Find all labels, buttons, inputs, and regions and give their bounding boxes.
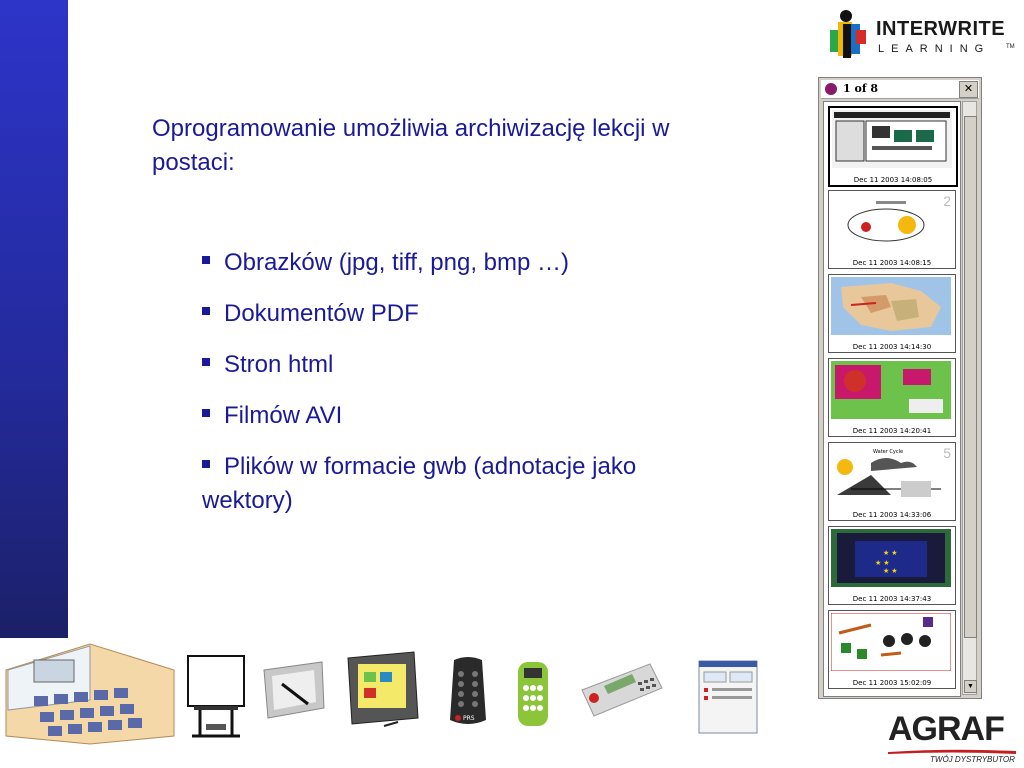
logo-trademark: TM (1006, 44, 1015, 50)
app-logo-icon (825, 83, 837, 95)
scroll-down-arrow-icon[interactable]: ▼ (964, 680, 977, 693)
square-bullet-icon (202, 256, 210, 264)
agraf-wordmark: AGRAF (888, 710, 1004, 748)
green-remote-image (514, 660, 552, 730)
bullet-item (202, 399, 692, 433)
left-decorative-band (0, 0, 68, 638)
thumbnail-3[interactable] (828, 274, 956, 353)
thumbnail-1[interactable] (828, 106, 958, 187)
thumbnail-timestamp: Dec 11 2003 14:37:43 (852, 595, 932, 603)
thumbnail-number: 5 (943, 445, 951, 461)
svg-text:★ ★: ★ ★ (875, 560, 890, 567)
thumbnail-preview (831, 361, 951, 419)
thumbnail-timestamp: Dec 11 2003 15:02:09 (852, 679, 932, 687)
panel-titlebar (821, 80, 979, 99)
bullet-text: Stron html (224, 351, 334, 378)
logo-word-learning: LEARNING (878, 43, 991, 55)
slide-heading: Oprogramowanie umożliwia archiwizację lekcji w postaci: (152, 115, 670, 176)
bullet-text: Filmów AVI (224, 402, 343, 429)
thumbnail-preview (831, 445, 951, 503)
page-thumbnail-panel (818, 77, 982, 699)
thumbnail-preview (831, 529, 951, 587)
thumbnail-6[interactable] (828, 526, 956, 605)
thumbnail-timestamp: Dec 11 2003 14:14:30 (852, 343, 932, 351)
page-counter: 1 of 8 (843, 82, 879, 95)
bullet-item (202, 297, 692, 331)
vertical-scrollbar[interactable] (962, 101, 977, 695)
thumbnail-timestamp: Dec 11 2003 14:20:41 (852, 427, 932, 435)
classroom-illustration (4, 640, 176, 746)
square-bullet-icon (202, 409, 210, 417)
bullet-item (202, 450, 692, 518)
svg-text:★ ★: ★ ★ (883, 550, 898, 557)
bullet-list (202, 246, 692, 535)
thumbnail-5[interactable] (828, 442, 956, 521)
interwrite-learning-logo (828, 6, 1018, 62)
thumbnail-timestamp: Dec 11 2003 14:33:06 (852, 511, 932, 519)
bullet-item (202, 348, 692, 382)
prs-label: PRS (463, 715, 475, 722)
tablet-display-image (344, 650, 422, 730)
thumbnail-timestamp: Dec 11 2003 14:08:05 (853, 176, 933, 184)
bullet-text: Dokumentów PDF (224, 300, 419, 327)
thumbnail-number: 2 (943, 193, 951, 209)
keypad-device-image (580, 660, 664, 720)
software-window-image (698, 660, 758, 734)
thumbnail-7[interactable] (828, 610, 956, 689)
square-bullet-icon (202, 358, 210, 366)
thumbnail-4[interactable] (828, 358, 956, 437)
thumbnail-preview (831, 193, 951, 251)
prs-remote-image (446, 656, 490, 728)
bullet-item (202, 246, 692, 280)
thumbnail-preview (831, 277, 951, 335)
agraf-logo (880, 710, 1020, 766)
interactive-whiteboard-image (186, 654, 246, 742)
thumbnail-list[interactable] (823, 101, 961, 697)
interwrite-mark-icon (828, 8, 874, 60)
bullet-text: Obrazków (jpg, tiff, png, bmp …) (224, 249, 570, 276)
close-button[interactable]: ✕ (959, 81, 978, 98)
square-bullet-icon (202, 307, 210, 315)
scrollbar-thumb[interactable] (964, 116, 977, 638)
thumbnail-title: Water Cycle (873, 449, 904, 455)
logo-word-interwrite: INTERWRITE (876, 18, 1006, 40)
agraf-swoosh-icon (888, 748, 1016, 754)
agraf-tagline: TWÓJ DYSTRYBUTOR (930, 755, 1015, 764)
graphics-tablet-image (258, 658, 328, 722)
thumbnail-timestamp: Dec 11 2003 14:08:15 (852, 259, 932, 267)
thumbnail-preview (832, 110, 952, 168)
square-bullet-icon (202, 460, 210, 468)
thumbnail-2[interactable] (828, 190, 956, 269)
thumbnail-preview (831, 613, 951, 671)
svg-text:★ ★: ★ ★ (883, 568, 898, 575)
bullet-text: Plików w formacie gwb (adnotacje jako wektory) (202, 453, 637, 514)
